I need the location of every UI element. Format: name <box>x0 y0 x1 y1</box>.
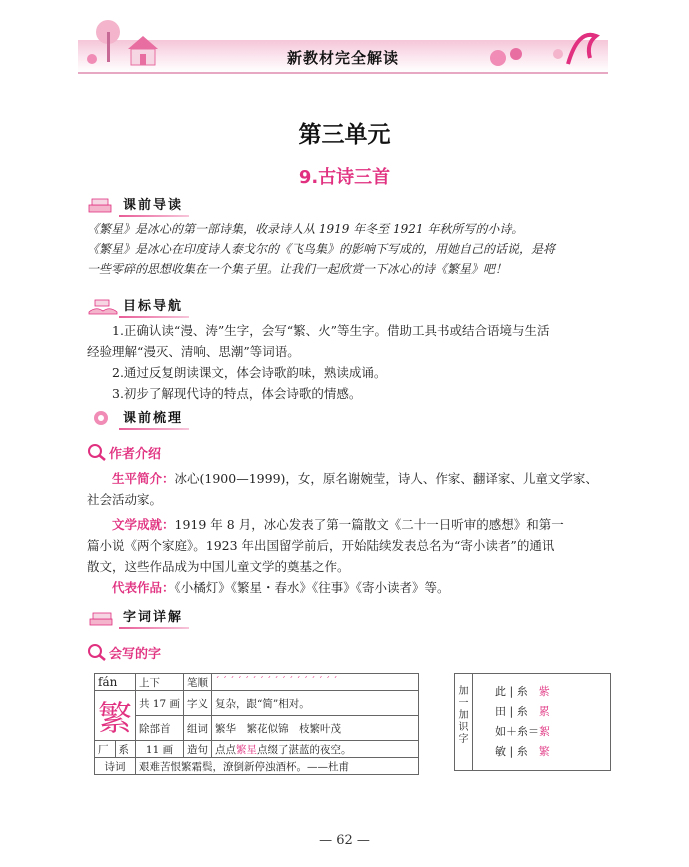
combo-part: 如＋糸＝ <box>495 725 539 738</box>
radical-cell: 系 <box>115 741 136 758</box>
combo-row <box>495 722 550 742</box>
preview-line: 《繁星》是冰心在印度诗人泰戈尔的《飞鸟集》的影响下写成的，用她自己的话说，是将 <box>87 242 556 256</box>
achieve-text: 散文，这些作品成为中国儿童文学的奠基之作。 <box>87 559 350 574</box>
radical-note: 除部首 <box>136 716 184 741</box>
section-review <box>87 406 183 428</box>
combo-part: 糸 <box>516 705 528 718</box>
section-vocab-label: 字词详解 <box>123 606 183 627</box>
achieve-line <box>87 514 609 535</box>
combo-row: 田 | 糸 累 <box>495 705 550 718</box>
section-preview-label: 课前导读 <box>123 194 183 215</box>
page-number: — 62 — <box>319 833 370 848</box>
author-label: 作者介绍 <box>109 446 162 462</box>
achieve-label: 文学成就： <box>112 517 175 532</box>
goals-list <box>87 320 609 404</box>
goal-item: 3.初步了解现代诗的特点，体会诗歌的情感。 <box>112 386 362 401</box>
sentence-highlight: 繁星 <box>236 743 258 756</box>
meaning-label: 字义 <box>184 691 212 716</box>
bio-line <box>87 468 609 489</box>
combo-part: 敏 <box>495 745 506 758</box>
combo-result: 絮 <box>539 725 550 738</box>
radical-strokes: 11 画 <box>136 741 184 758</box>
preview-line: 一些零碎的思想收集在一个集子里。让我们一起欣赏一下冰心的诗《繁星》吧！ <box>87 262 508 276</box>
combo-result: 繁 <box>538 745 550 758</box>
bio-label: 生平简介： <box>112 471 175 486</box>
word-group: 繁华 繁花似锦 枝繁叶茂 <box>212 716 419 741</box>
combo-part: 此 <box>495 685 506 698</box>
preview-text <box>87 219 609 279</box>
sentence-label: 造句 <box>184 741 212 758</box>
goal-item: 1.正确认读“漫、涛”生字，会写“繁、火”等生字。借助工具书或结合语境与生活 <box>112 323 550 338</box>
sentence-text: 点缀了湛蓝的夜空。 <box>257 743 352 756</box>
section-goals <box>87 294 183 316</box>
author-heading <box>87 442 161 462</box>
radical-cell: 厂 <box>95 741 116 758</box>
combo-row: 敏 | 糸 繁 <box>495 745 550 758</box>
works-text: 《小橘灯》《繁星・春水》《往事》《寄小读者》等。 <box>174 580 450 595</box>
structure: 上下 <box>136 674 184 691</box>
sentence-text: 点点 <box>215 743 237 756</box>
section-review-label: 课前梳理 <box>123 407 183 428</box>
section-preview <box>87 193 183 215</box>
lesson-title: 9.古诗三首 <box>298 167 391 188</box>
example-sentence <box>212 741 419 758</box>
unit-title: 第三单元 <box>298 122 391 148</box>
character-card <box>94 673 419 775</box>
poem-label: 诗词 <box>95 758 136 775</box>
wordgroup-label: 组词 <box>184 716 212 741</box>
works-label: 代表作品： <box>112 580 175 595</box>
book-stack-icon <box>87 195 119 215</box>
combo-result: 紫 <box>538 685 550 698</box>
magnifier-icon <box>87 643 107 661</box>
bio-text: 社会活动家。 <box>87 492 163 507</box>
section-goals-label: 目标导航 <box>123 295 183 316</box>
write-chars-heading <box>87 642 161 662</box>
page-header <box>78 14 608 76</box>
bio-text: 冰心(1900—1999)，女，原名谢婉莹，诗人、作家、翻译家、儿童文学家、 <box>174 471 598 486</box>
stroke-order-label: 笔顺 <box>184 674 212 691</box>
open-book-icon <box>87 296 119 316</box>
author-text <box>87 468 609 598</box>
combo-part: 田 <box>495 705 506 718</box>
flower-icon <box>87 408 119 428</box>
combo-part: 糸 <box>516 685 528 698</box>
section-vocab <box>87 605 183 627</box>
write-chars-label: 会写的字 <box>109 646 162 662</box>
header-title: 新教材完全解读 <box>286 49 399 67</box>
achieve-text: 篇小说《两个家庭》。1923 年出国留学前后，开始陆续发表总名为“寄小读者”的通讯 <box>87 538 555 553</box>
add-chars-box <box>454 673 611 771</box>
big-character: 繁 <box>95 691 136 741</box>
magnifier-icon <box>87 443 107 461</box>
combo-part: 糸 <box>516 745 528 758</box>
add-chars-label: 加一加识字 <box>455 674 473 770</box>
combo-result: 累 <box>538 705 550 718</box>
stroke-order: ˊ ˊ ˊ ˊ ˊ ˊ ˊ ˊ ˊ ˊ ˊ ˊ ˊ ˊ ˊ ˊ ˊ <box>212 674 419 691</box>
works-line <box>87 577 609 598</box>
achieve-text: 1919 年 8 月，冰心发表了第一篇散文《二十一日听审的感想》和第一 <box>174 517 564 532</box>
preview-line: 《繁星》是冰心的第一部诗集，收录诗人从 1919 年冬至 1921 年秋所写的小诗。 <box>87 222 524 236</box>
stroke-count: 共 17 画 <box>136 691 184 716</box>
books-icon <box>87 607 119 627</box>
combo-row: 此 | 糸 紫 <box>495 685 550 698</box>
goal-item: 经验理解“漫灭、清响、思潮”等词语。 <box>87 344 300 359</box>
poem-line: 艰难苦恨繁霜鬓，潦倒新停浊酒杯。——杜甫 <box>136 758 419 775</box>
pinyin: fán <box>95 674 136 691</box>
combo-list <box>495 682 550 762</box>
meaning: 复杂，跟“简”相对。 <box>212 691 419 716</box>
goal-item: 2.通过反复朗读课文，体会诗歌韵味，熟读成诵。 <box>112 365 387 380</box>
